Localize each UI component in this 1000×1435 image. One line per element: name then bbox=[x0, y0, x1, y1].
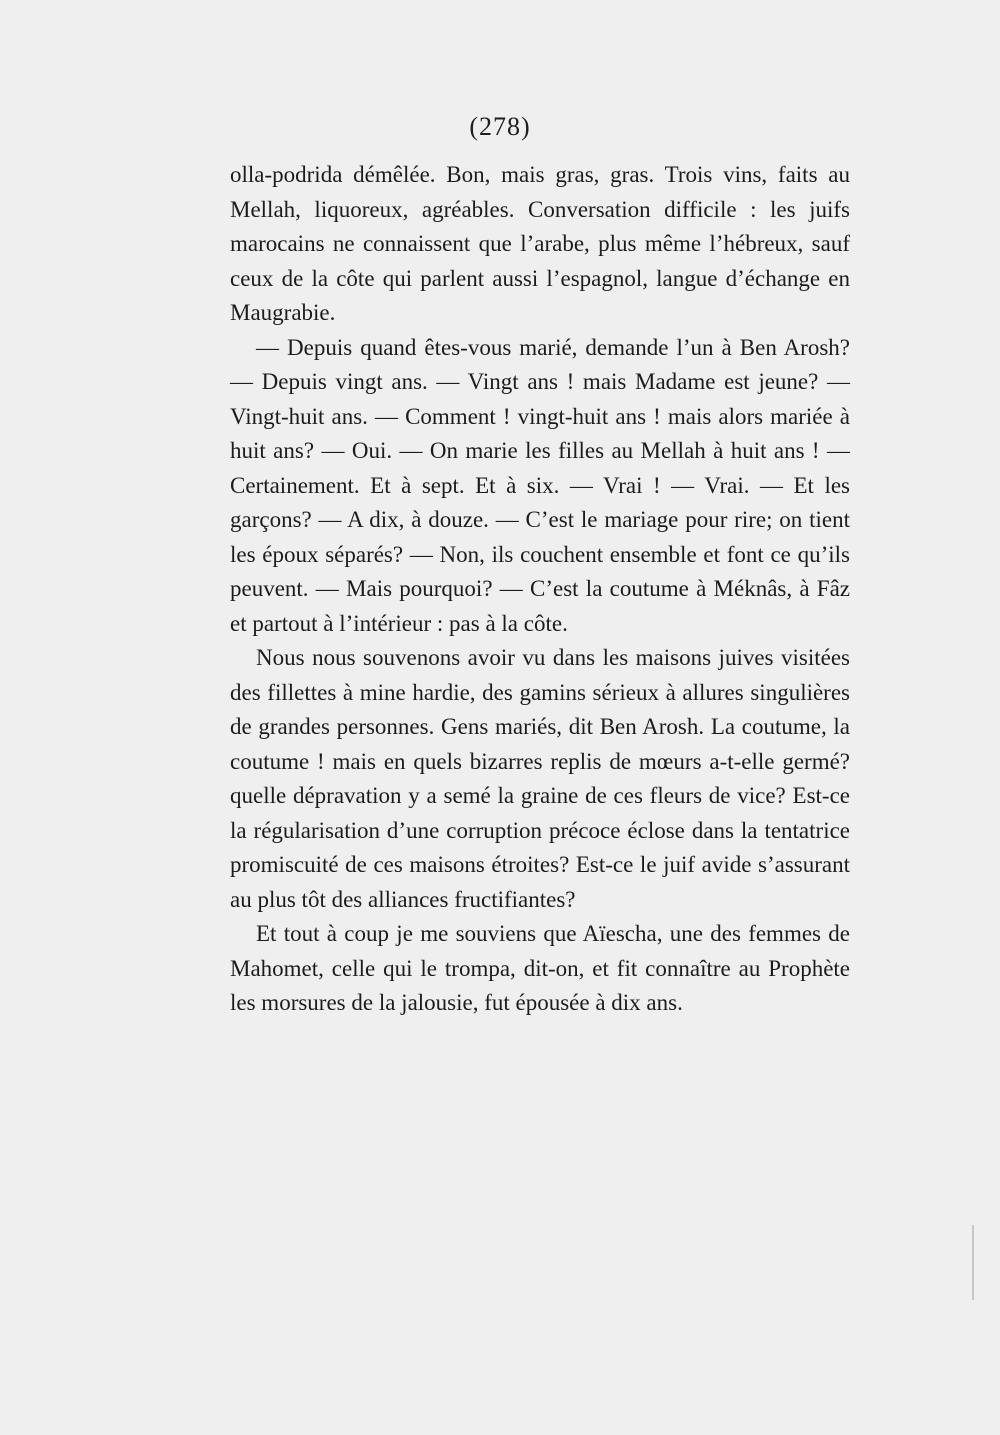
page-number: (278) bbox=[469, 112, 531, 141]
page-edge-mark bbox=[972, 1225, 974, 1300]
body-text bbox=[230, 158, 850, 1021]
paragraph-dialogue: — Depuis quand êtes-vous marié, demande l’un à Ben Arosh? — Depuis vingt ans. — Vingt ans ! mais Madame est jeune? — Vingt-huit ans. — Comment ! vingt-huit ans ! mais alors mariée à huit ans? — Oui. — On marie les filles au Mellah à huit ans ! — Certainement. Et à sept. Et à six. — Vrai ! — Vrai. — Et les garçons? — A dix, à douze. — C’est le mariage pour rire; on tient les époux séparés? — Non, ils couchent ensemble et font ce qu’ils peuvent. — Mais pourquoi? — C’est la coutume à Méknâs, à Fâz et partout à l’intérieur : pas à la côte. bbox=[230, 334, 850, 636]
paragraph-aiescha: Et tout à coup je me souviens que Aïescha, une des femmes de Mahomet, celle qui le trompa, dit-on, et fit connaître au Prophète les morsures de la jalousie, fut épousée à dix ans. bbox=[230, 921, 850, 1015]
paragraph-reflection: Nous nous souvenons avoir vu dans les maisons juives visitées des fillettes à mine hardie, des gamins sérieux à allures singulières de grandes personnes. Gens mariés, dit Ben Arosh. La coutume, la coutume ! mais en quels bizarres replis de mœurs a-t-elle germé? quelle dépravation y a semé la graine de ces fleurs de vice? Est-ce la régularisation d’une corruption précoce éclose dans la tentatrice promiscuité de ces maisons étroites? Est-ce le juif avide s’assurant au plus tôt des alliances fructifiantes? bbox=[230, 645, 850, 912]
paragraph-continuation: olla-podrida démêlée. Bon, mais gras, gras. Trois vins, faits au Mellah, liquoreux, agréables. Conversation difficile : les juifs marocains ne connaissent que l’arabe, plus même l’hébreux, sauf ceux de la côte qui parlent aussi l’espagnol, langue d’échange en Maugrabie. bbox=[230, 162, 850, 325]
